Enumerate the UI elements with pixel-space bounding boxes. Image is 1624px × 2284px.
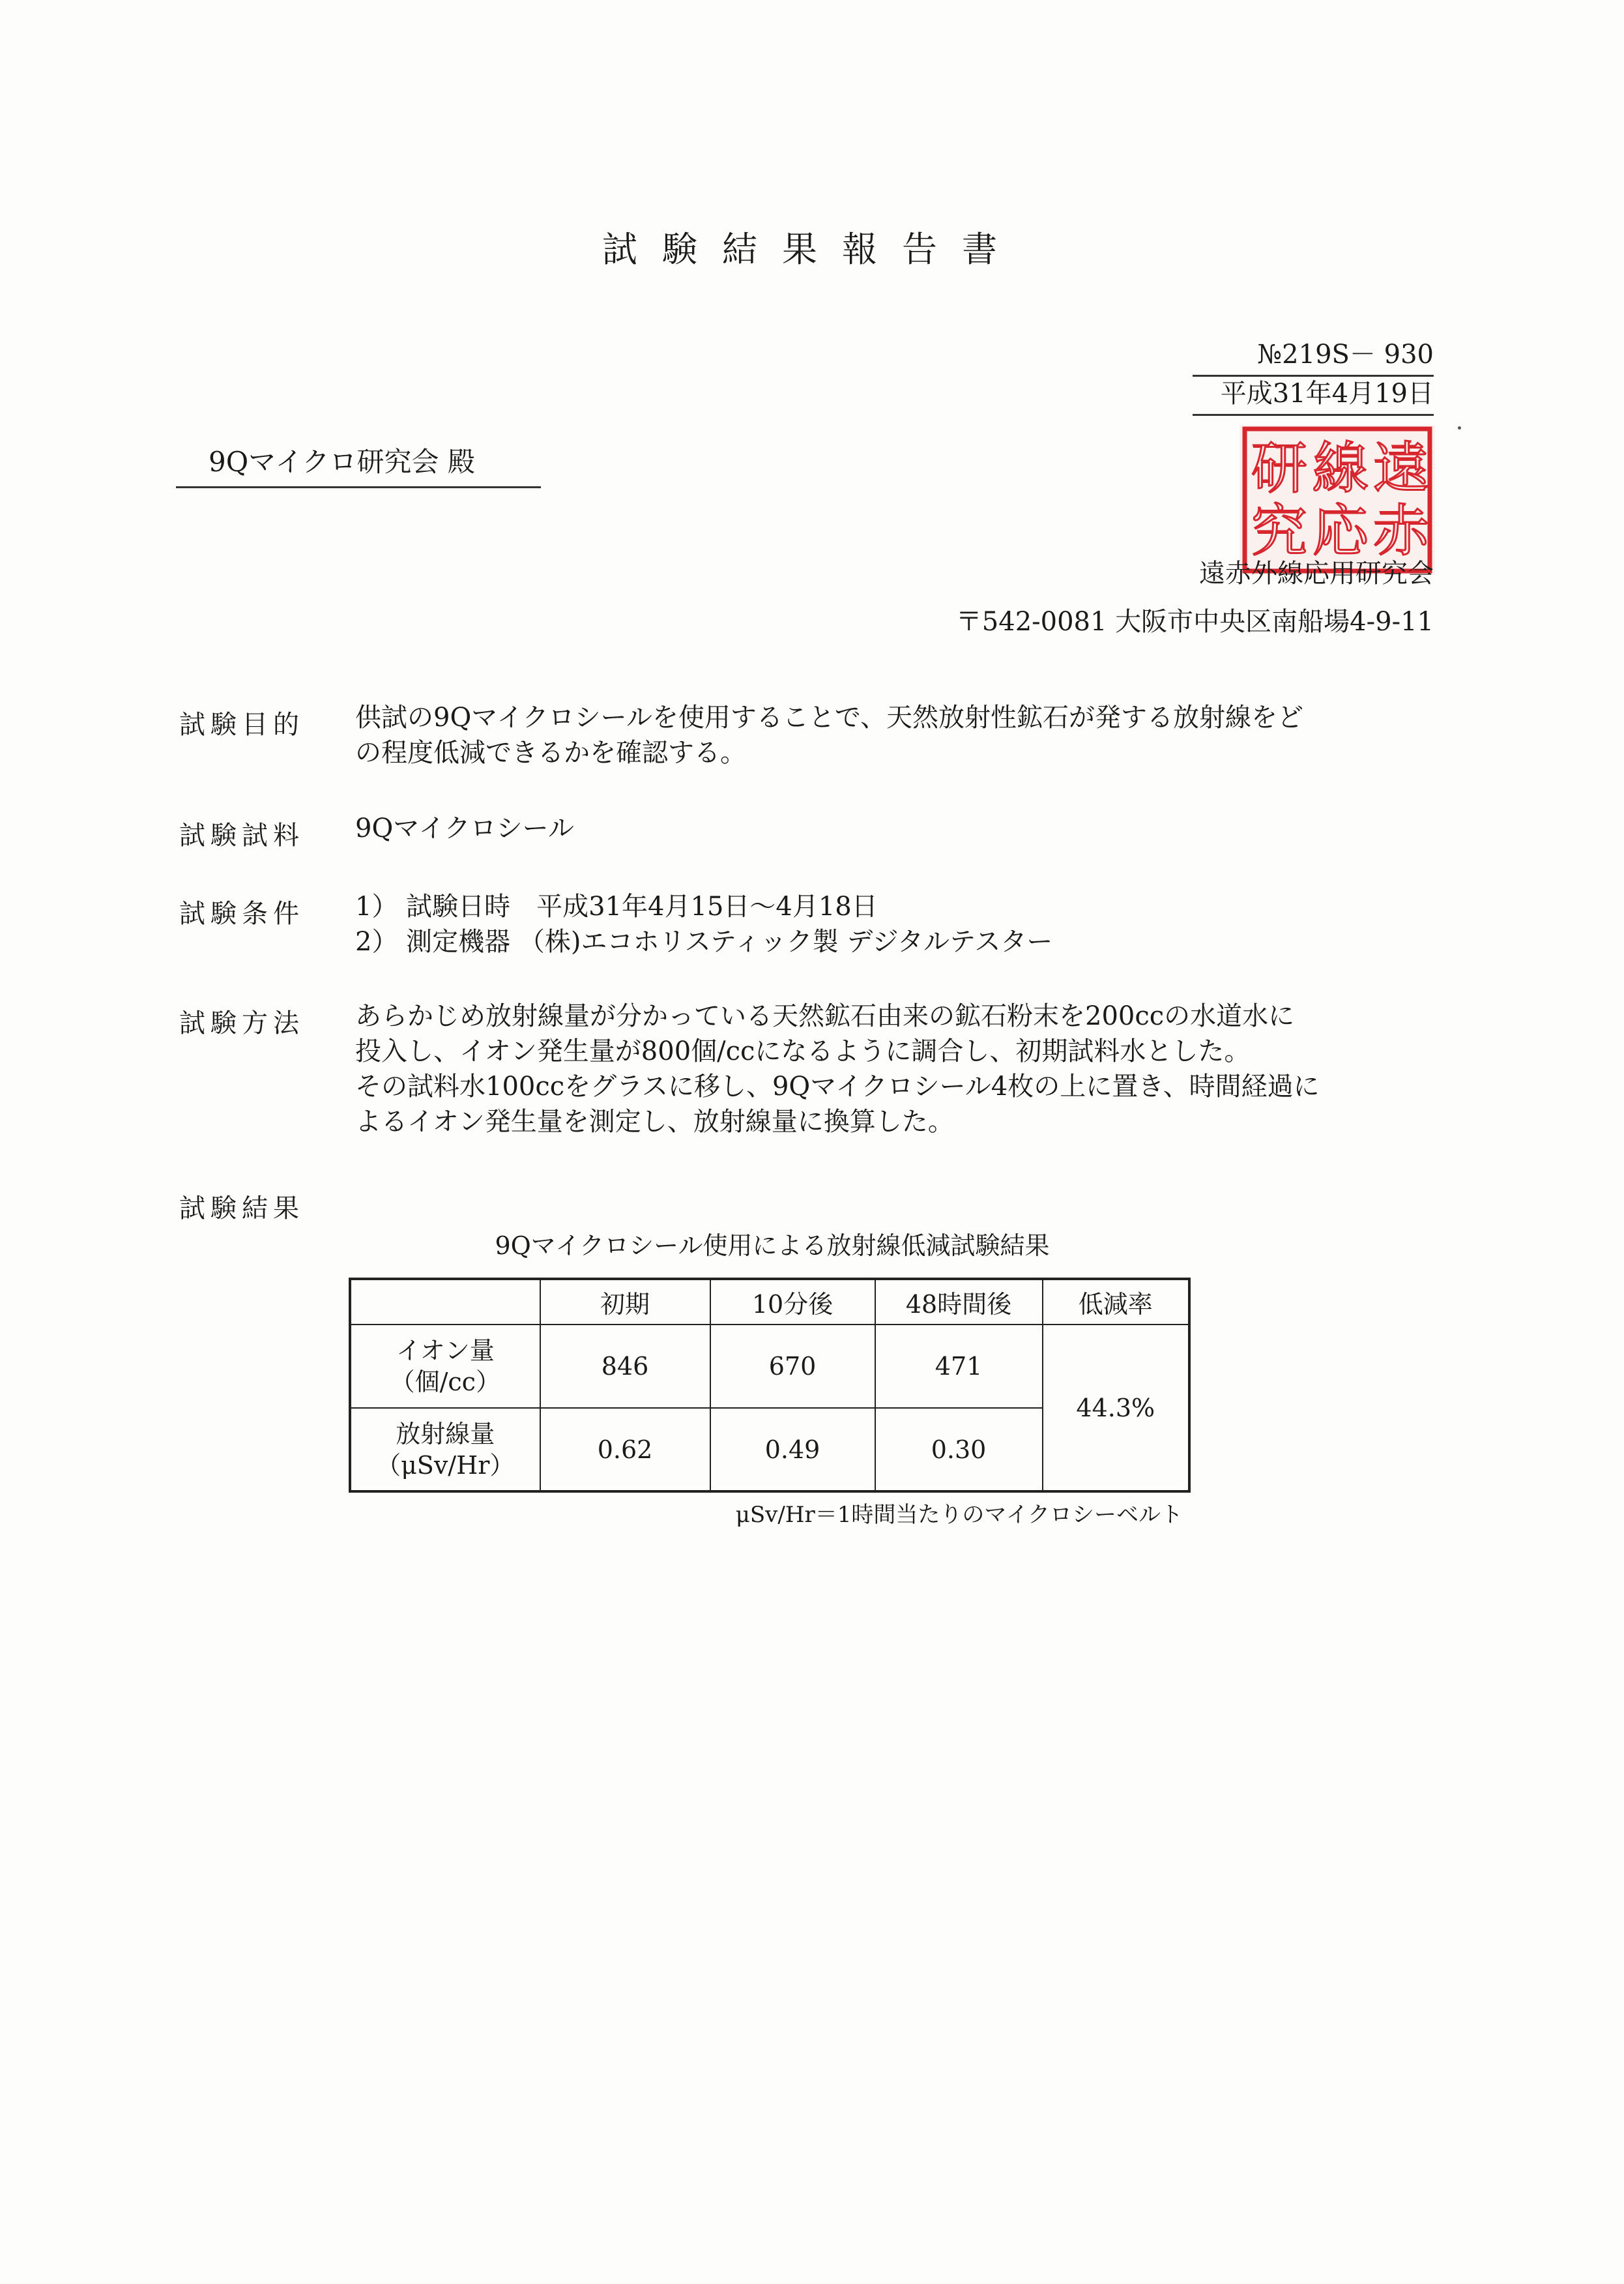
sample-label: 試験試料: [179, 821, 304, 851]
purpose-line: の程度低減できるかを確認する。: [355, 738, 746, 768]
conditions-line: 2） 測定機器 （株)エコホリスティック製 デジタルテスター: [355, 927, 1053, 957]
svg-text:赤: 赤: [1373, 499, 1429, 564]
table-cell: 0.30: [875, 1408, 1043, 1491]
issuer-organization: 遠赤外線応用研究会: [1199, 559, 1434, 589]
table-cell: 471: [875, 1325, 1043, 1408]
table-cell: 670: [710, 1325, 875, 1408]
row-label-line1: イオン量: [396, 1336, 495, 1365]
recipient: 9Qマイクロ研究会 殿: [176, 441, 541, 488]
row-label-line2: （μSv/Hr）: [376, 1450, 515, 1480]
table-header-cell: [350, 1279, 540, 1325]
purpose-line: 供試の9Qマイクロシールを使用することで、天然放射性鉱石が発する放射線をど: [355, 703, 1304, 733]
sample-text: [355, 811, 1437, 846]
table-cell: 0.62: [540, 1408, 710, 1491]
conditions-line: 1） 試験日時 平成31年4月15日～4月18日: [355, 892, 878, 922]
results-label: 試験結果: [179, 1193, 304, 1223]
conditions-label: 試験条件: [179, 899, 304, 929]
unit-note: μSv/Hr＝1時間当たりのマイクロシーベルト: [735, 1502, 1183, 1528]
table-caption: 9Qマイクロシール使用による放射線低減試験結果: [495, 1231, 1050, 1260]
reduction-rate: 44.3%: [1043, 1325, 1189, 1491]
issuer-address: 〒542-0081 大阪市中央区南船場4-9-11: [955, 607, 1434, 637]
method-line: 投入し、イオン発生量が800個/ccになるように調合し、初期試料水とした。: [355, 1036, 1251, 1066]
row-label: [350, 1408, 540, 1491]
results-table: [349, 1278, 1191, 1493]
method-text: [355, 999, 1437, 1139]
svg-text:線: 線: [1312, 436, 1369, 501]
table-header-cell: 初期: [540, 1279, 710, 1325]
document-date: 平成31年4月19日: [1193, 373, 1434, 416]
document-title: 試験結果報告書: [602, 229, 1022, 270]
row-label-line1: 放射線量: [396, 1419, 495, 1448]
row-label: [350, 1325, 540, 1408]
table-row: [350, 1325, 1189, 1408]
table-header-cell: 10分後: [710, 1279, 875, 1325]
method-label: 試験方法: [179, 1008, 304, 1038]
method-line: あらかじめ放射線量が分かっている天然鉱石由来の鉱石粉末を200ccの水道水に: [355, 1001, 1295, 1031]
svg-text:究: 究: [1251, 499, 1307, 564]
sample-line: 9Qマイクロシール: [355, 813, 574, 843]
purpose-label: 試験目的: [179, 710, 304, 740]
table-header-row: [350, 1279, 1189, 1325]
method-line: よるイオン発生量を測定し、放射線量に換算した。: [355, 1107, 954, 1137]
table-header-cell: 低減率: [1043, 1279, 1189, 1325]
method-line: その試料水100ccをグラスに移し、9Qマイクロシール4枚の上に置き、時間経過に: [355, 1072, 1320, 1102]
svg-text:応: 応: [1312, 499, 1369, 564]
table-cell: 0.49: [710, 1408, 875, 1491]
table-cell: 846: [540, 1325, 710, 1408]
document-number: №219S－ 930: [1193, 334, 1434, 377]
svg-text:研: 研: [1251, 436, 1307, 501]
table-header-cell: 48時間後: [875, 1279, 1043, 1325]
svg-text:遠: 遠: [1373, 436, 1429, 501]
row-label-line2: （個/cc）: [390, 1368, 500, 1396]
purpose-text: [355, 700, 1437, 770]
scan-speck: [1458, 426, 1461, 430]
conditions-text: [355, 889, 1437, 959]
